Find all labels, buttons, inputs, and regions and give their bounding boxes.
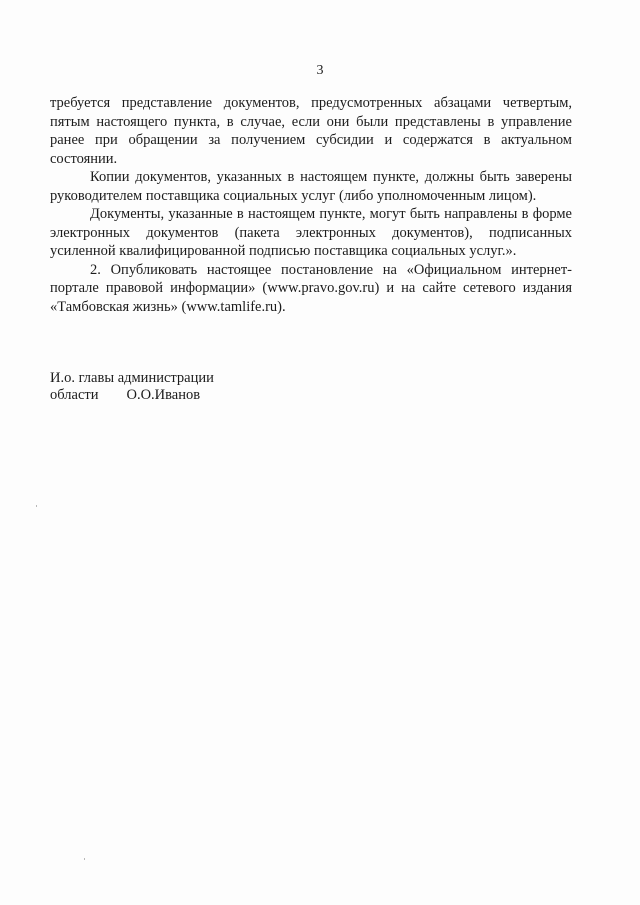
signatory-name: О.О.Иванов bbox=[126, 387, 201, 403]
document-body bbox=[50, 94, 572, 316]
paragraph-copies-certification: Копии документов, указанных в настоящем пункте, должны быть заверены руководителем поставщика социальных услуг (либо уполномоченным лицом). bbox=[50, 169, 572, 204]
paragraph-publication: 2. Опубликовать настоящее постановление на «Официальном интернет-портале правовой информации» (www.pravo.gov.ru) и на сайте сетевого издания «Тамбовская жизнь» (www.tamlife.ru). bbox=[50, 261, 572, 315]
scan-speck bbox=[84, 858, 85, 860]
paragraph-continuation: требуется представление документов, предусмотренных абзацами четвертым, пятым настоящего пункта, в случае, если они были представлены в управление ранее при обращении за получением субсидии и содержатся в актуальном состоянии. bbox=[50, 95, 572, 167]
signature-position-line2 bbox=[50, 387, 350, 404]
page-number: 3 bbox=[316, 63, 324, 78]
signature-block bbox=[50, 370, 350, 404]
paragraph-electronic-documents: Документы, указанные в настоящем пункте, могут быть направлены в форме электронных документов (пакета электронных документов), подписанных усиленной квалифицированной подписью поставщика социальных услуг.». bbox=[50, 206, 572, 259]
signature-position-region: области bbox=[50, 387, 99, 403]
signature-position-line1: И.о. главы администрации bbox=[50, 370, 214, 386]
scan-speck bbox=[36, 505, 37, 507]
